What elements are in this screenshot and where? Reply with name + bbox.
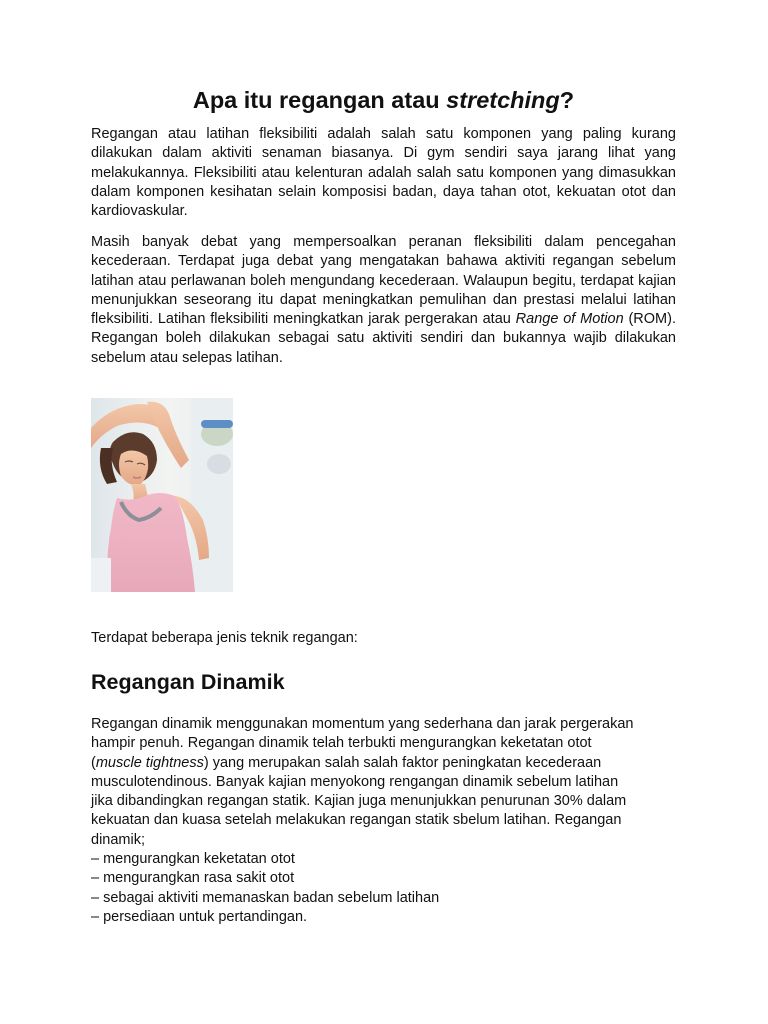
paragraph-debate-part1: Masih banyak debat yang mempersoalkan peranan fleksibiliti dalam pencegahan kecederaan. Terdapat juga debat yang mengatakan bahawa aktiviti regangan sebelum latihan atau perlawanan boleh mengundang kecederaan. Walaupun begitu, terdapat kajian menunjukkan seseorang itu dapat meningkatkan pemulihan dan prestasi melalui latihan fleksibiliti. Latihan fleksibiliti meningkatkan jarak pergerakan atau — [91, 234, 676, 328]
page-title — [91, 84, 676, 116]
title-text: Apa itu regangan atau — [192, 87, 447, 113]
title-italic: stretching — [446, 87, 560, 113]
list-item: – mengurangkan keketatan otot — [91, 851, 295, 867]
dynamic-line-2: hampir penuh. Regangan dinamik telah terbukti mengurangkan keketatan otot — [91, 735, 592, 752]
intro-text: Terdapat beberapa jenis teknik regangan: — [91, 630, 358, 646]
title-suffix: ? — [559, 87, 575, 113]
dynamic-line-4: musculotendinous. Banyak kajian menyokong rengangan dinamik sebelum latihan — [91, 773, 619, 790]
dynamic-line-6: kekuatan dan kuasa setelah melakukan regangan statik sbelum latihan. Regangan — [91, 812, 622, 829]
muscle-tightness-term: muscle tightness — [95, 754, 204, 771]
stretching-woman-photo — [91, 398, 233, 592]
dynamic-line-7: dinamik; — [91, 831, 145, 848]
paragraph-flexibility: Regangan atau latihan fleksibiliti adalah salah satu komponen yang paling kurang dilakukan dalam aktiviti senaman biasanya. Di gym sendiri saya jarang lihat yang melakukannya. Fleksibiliti atau kelenturan adalah salah satu komponen yang dimasukkan dalam komponen kesihatan selain komposisi badan, daya tahan otot, kekuatan otot dan kardiovaskular. — [91, 126, 676, 220]
dynamic-line-1: Regangan dinamik menggunakan momentum yang sederhana dan jarak pergerakan — [91, 716, 634, 732]
dynamic-line-3-open: ( — [91, 754, 96, 771]
section-heading: Regangan Dinamik — [91, 670, 285, 694]
list-item: – mengurangkan rasa sakit otot — [91, 870, 295, 887]
paragraph-debate — [91, 233, 676, 368]
list-item: – sebagai aktiviti memanaskan badan sebelum latihan — [91, 889, 440, 906]
range-of-motion-term: Range of Motion — [515, 311, 624, 328]
dynamic-stretching-paragraph — [91, 715, 676, 850]
list-item: – persediaan untuk pertandingan. — [91, 908, 308, 925]
dynamic-line-3-rest: ) yang merupakan salah salah faktor peningkatan kecederaan — [203, 754, 602, 771]
benefits-list — [91, 850, 439, 927]
dynamic-line-3 — [91, 754, 676, 773]
paragraph-debate-part2: (ROM). Regangan boleh dilakukan sebagai satu aktiviti sendiri dan bukannya wajib dilakukan sebelum atau selepas latihan. — [91, 311, 676, 366]
dynamic-line-5: jika dibandingkan regangan statik. Kajian juga menunjukkan penurunan 30% dalam — [91, 793, 627, 810]
